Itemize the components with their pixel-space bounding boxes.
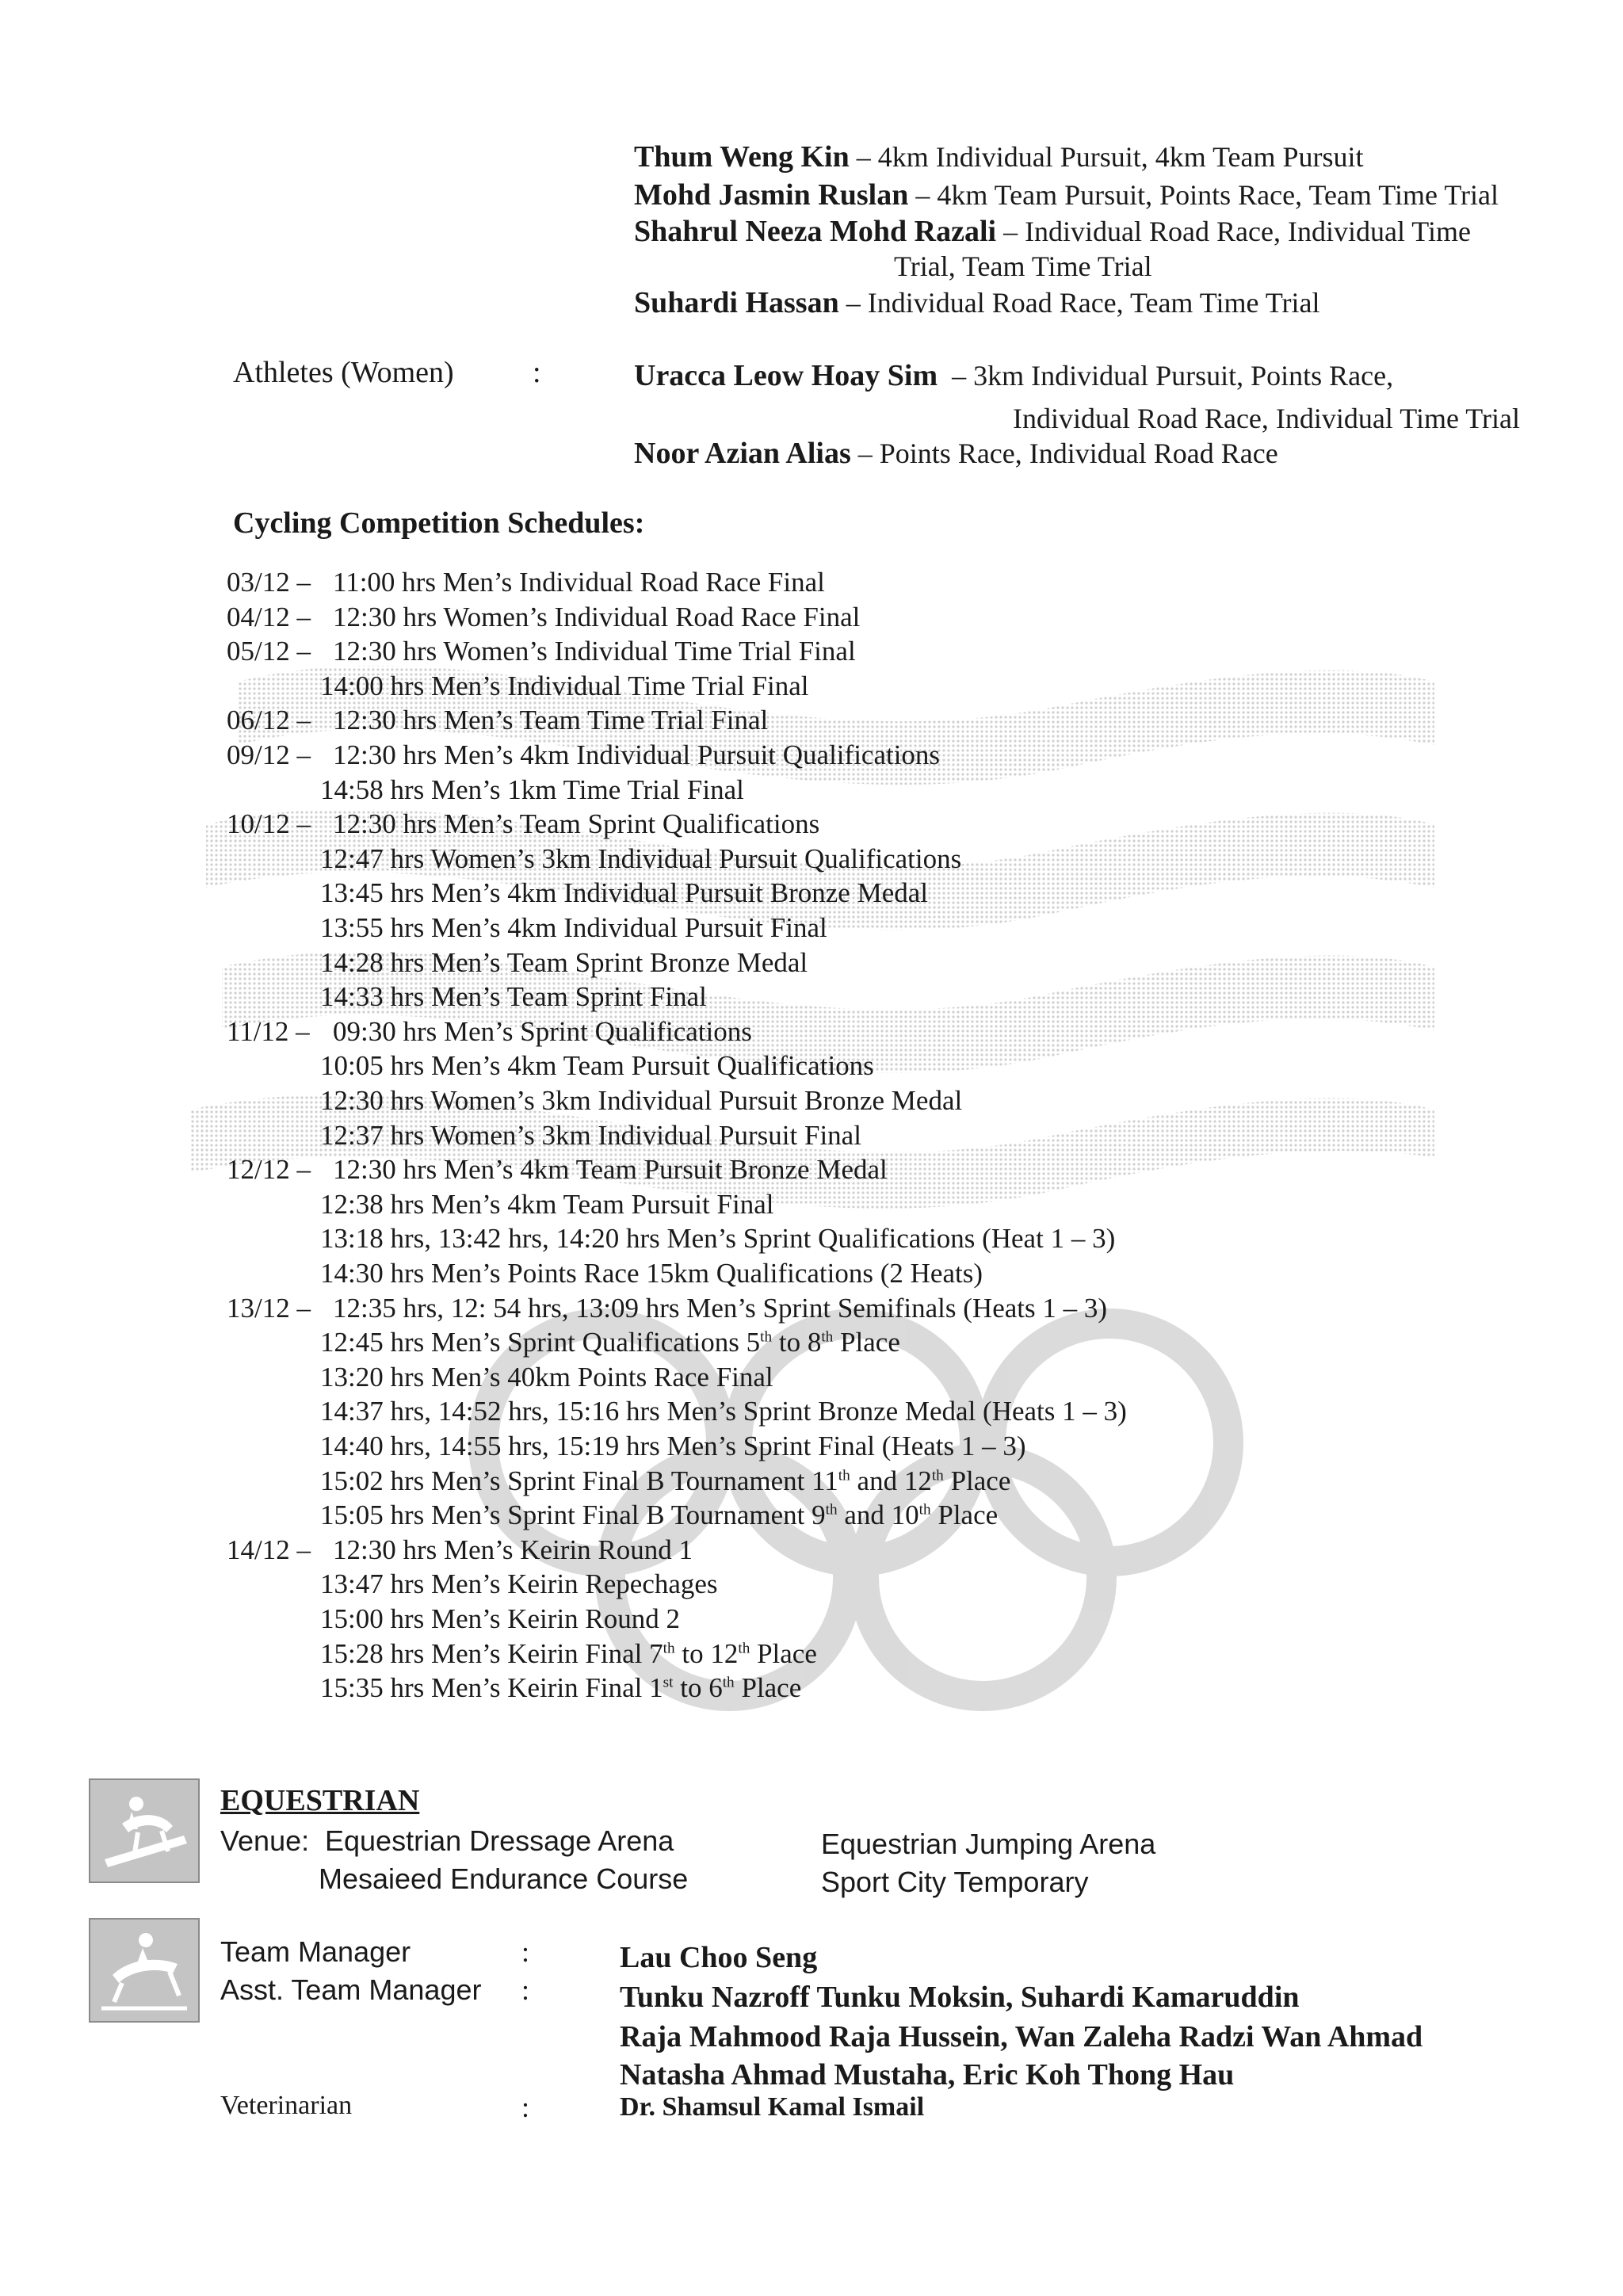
- separator: –: [856, 141, 878, 173]
- ordinal-suffix: th: [663, 1639, 675, 1656]
- asst-manager-names: Raja Mahmood Raja Hussein, Wan Zaleha Radzi Wan Ahmad: [620, 2020, 1423, 2053]
- schedule-row: [227, 1257, 983, 1290]
- schedule-event: 12:30 hrs Women’s Individual Road Race Final: [333, 601, 861, 632]
- ordinal-suffix: th: [738, 1639, 750, 1656]
- schedule-row: [227, 877, 928, 910]
- schedule-event: 15:02 hrs Men’s Sprint Final B Tournament 11: [320, 1465, 838, 1496]
- schedule-event: 15:28 hrs Men’s Keirin Final 7: [320, 1637, 663, 1669]
- asst-manager-names: Tunku Nazroff Tunku Moksin, Suhardi Kamaruddin: [620, 1981, 1300, 2014]
- schedule-event: 12:47 hrs Women’s 3km Individual Pursuit Qualifications: [320, 842, 962, 874]
- schedule-title: Cycling Competition Schedules:: [233, 506, 645, 540]
- schedule-event: 12:30 hrs Men’s 4km Individual Pursuit Qualifications: [333, 739, 941, 770]
- schedule-event: 13:55 hrs Men’s 4km Individual Pursuit Final: [320, 912, 827, 943]
- schedule-event: 15:35 hrs Men’s Keirin Final 1: [320, 1672, 663, 1704]
- schedule-date: 10/12 –: [227, 808, 311, 840]
- schedule-event-mid: and 10: [837, 1499, 919, 1531]
- venue-jumping: Equestrian Jumping Arena: [821, 1828, 1156, 1860]
- schedule-row: [227, 808, 819, 841]
- schedule-event: 11:00 hrs Men’s Individual Road Race Final: [333, 567, 825, 598]
- schedule-row: [227, 774, 744, 807]
- athlete-events: Points Race, Individual Road Race: [879, 437, 1278, 469]
- schedule-row: [227, 704, 768, 737]
- schedule-event: 13:18 hrs, 13:42 hrs, 14:20 hrs Men’s Sprint Qualifications (Heat 1 – 3): [320, 1223, 1116, 1255]
- schedule-event-tail: Place: [943, 1465, 1011, 1496]
- schedule-event-mid: to 6: [673, 1672, 723, 1704]
- schedule-event: 12:30 hrs Women’s 3km Individual Pursuit Bronze Medal: [320, 1085, 963, 1116]
- athlete-events: Individual Road Race, Individual Time: [1025, 216, 1472, 247]
- schedule-row: [227, 566, 825, 599]
- schedule-event: 13:47 hrs Men’s Keirin Repechages: [320, 1568, 718, 1600]
- separator: –: [846, 287, 868, 319]
- athlete-entry: [634, 139, 1364, 174]
- schedule-row: [227, 1499, 998, 1532]
- schedule-event: 14:58 hrs Men’s 1km Time Trial Final: [320, 774, 744, 805]
- label-colon: :: [521, 1974, 530, 2006]
- schedule-event: 12:35 hrs, 12: 54 hrs, 13:09 hrs Men’s Sprint Semifinals (Heats 1 – 3): [333, 1292, 1108, 1324]
- schedule-event-mid: to 8: [772, 1327, 822, 1358]
- equestrian-title: EQUESTRIAN: [220, 1784, 420, 1817]
- schedule-event: 15:05 hrs Men’s Sprint Final B Tournament 9: [320, 1499, 826, 1531]
- schedule-event: 12:30 hrs Men’s Team Sprint Qualifications: [333, 808, 820, 840]
- schedule-row: [227, 1049, 874, 1083]
- ordinal-suffix: th: [825, 1501, 838, 1519]
- separator: –: [857, 437, 880, 469]
- schedule-event: 12:38 hrs Men’s 4km Team Pursuit Final: [320, 1188, 774, 1220]
- schedule-event: 12:30 hrs Men’s Team Time Trial Final: [333, 705, 769, 736]
- team-manager-name: Lau Choo Seng: [620, 1941, 818, 1974]
- schedule-event-mid: to 12: [674, 1637, 739, 1669]
- athlete-name: Suhardi Hassan: [634, 286, 839, 319]
- venue-endurance: Mesaieed Endurance Course: [319, 1862, 689, 1895]
- schedule-row: [227, 1084, 962, 1117]
- schedule-row: [227, 1430, 1026, 1463]
- athlete-events-continued: Individual Road Race, Individual Time Trial: [1013, 403, 1520, 434]
- schedule-row: [227, 1153, 888, 1186]
- athlete-name: Shahrul Neeza Mohd Razali: [634, 215, 997, 248]
- schedule-row: [227, 1015, 752, 1049]
- schedule-row: [227, 946, 808, 980]
- schedule-event: 14:30 hrs Men’s Points Race 15km Qualifications (2 Heats): [320, 1258, 983, 1289]
- schedule-row: [227, 1637, 817, 1671]
- schedule-date: 06/12 –: [227, 705, 311, 736]
- athlete-name: Thum Weng Kin: [634, 140, 850, 174]
- schedule-row: [227, 911, 827, 945]
- schedule-event: 12:45 hrs Men’s Sprint Qualifications 5: [320, 1327, 761, 1358]
- schedule-row: [227, 1603, 680, 1636]
- schedule-row: [227, 1465, 1010, 1498]
- ordinal-suffix: th: [918, 1501, 931, 1519]
- schedule-date: 13/12 –: [227, 1292, 311, 1324]
- schedule-event: 13:20 hrs Men’s 40km Points Race Final: [320, 1361, 773, 1392]
- schedule-row: [227, 1671, 801, 1705]
- schedule-date: 12/12 –: [227, 1154, 311, 1186]
- schedule-event: 15:00 hrs Men’s Keirin Round 2: [320, 1603, 681, 1634]
- schedule-event: 14:37 hrs, 14:52 hrs, 15:16 hrs Men’s Sprint Bronze Medal (Heats 1 – 3): [320, 1396, 1127, 1427]
- schedule-row: [227, 980, 707, 1014]
- ordinal-suffix: th: [931, 1466, 944, 1484]
- athlete-events-continued: Trial, Team Time Trial: [894, 250, 1152, 282]
- schedule-row: [227, 635, 856, 668]
- ordinal-suffix: th: [821, 1328, 834, 1346]
- schedule-date: 14/12 –: [227, 1534, 311, 1565]
- schedule-row: [227, 1568, 718, 1601]
- athlete-entry: [634, 178, 1499, 212]
- schedule-date: 03/12 –: [227, 567, 311, 598]
- label-colon: :: [521, 2092, 530, 2123]
- separator: –: [1003, 216, 1025, 247]
- athlete-entry: [634, 214, 1471, 249]
- schedule-event: 14:00 hrs Men’s Individual Time Trial Final: [320, 670, 809, 701]
- athlete-name: Noor Azian Alias: [634, 437, 851, 470]
- venue-label: Venue:: [220, 1824, 310, 1857]
- schedule-event-tail: Place: [930, 1499, 999, 1531]
- schedule-row: [227, 1395, 1127, 1428]
- schedule-event: 10:05 hrs Men’s 4km Team Pursuit Qualifications: [320, 1050, 874, 1082]
- ordinal-suffix: th: [760, 1328, 773, 1346]
- veterinarian-name: Dr. Shamsul Kamal Ismail: [620, 2092, 925, 2122]
- schedule-event: 12:30 hrs Men’s Keirin Round 1: [333, 1534, 693, 1565]
- ordinal-suffix: th: [838, 1466, 850, 1484]
- schedule-date: 11/12 –: [227, 1015, 310, 1047]
- ordinal-suffix: th: [722, 1674, 735, 1691]
- athlete-events: Individual Road Race, Team Time Trial: [867, 287, 1320, 319]
- dressage-rider-icon: [89, 1778, 200, 1883]
- athlete-name: Mohd Jasmin Ruslan: [634, 178, 909, 212]
- label-colon: :: [521, 1936, 530, 1968]
- schedule-date: 09/12 –: [227, 739, 311, 770]
- athlete-events: 4km Individual Pursuit, 4km Team Pursuit: [877, 141, 1364, 173]
- schedule-event: 12:30 hrs Women’s Individual Time Trial Final: [333, 636, 856, 667]
- schedule-row: [227, 1292, 1107, 1325]
- veterinarian-label: Veterinarian: [220, 2091, 353, 2120]
- schedule-row: [227, 842, 961, 876]
- schedule-event-tail: Place: [750, 1637, 817, 1669]
- schedule-row: [227, 1326, 900, 1359]
- schedule-event: 14:40 hrs, 14:55 hrs, 15:19 hrs Men’s Sprint Final (Heats 1 – 3): [320, 1431, 1026, 1461]
- athlete-events: 3km Individual Pursuit, Points Race,: [973, 360, 1394, 392]
- athlete-events: 4km Team Pursuit, Points Race, Team Time Trial: [937, 179, 1499, 211]
- schedule-row: [227, 1188, 773, 1221]
- athlete-name: Uracca Leow Hoay Sim: [634, 359, 938, 392]
- schedule-row: [227, 1361, 773, 1394]
- schedule-event: 13:45 hrs Men’s 4km Individual Pursuit Bronze Medal: [320, 877, 929, 909]
- schedule-row: [227, 601, 860, 634]
- schedule-row: [227, 1119, 861, 1152]
- schedule-row: [227, 739, 940, 772]
- schedule-event-mid: and 12: [850, 1465, 932, 1496]
- schedule-event: 14:28 hrs Men’s Team Sprint Bronze Medal: [320, 946, 808, 978]
- schedule-row: [227, 1222, 1115, 1255]
- schedule-event: 09:30 hrs Men’s Sprint Qualifications: [333, 1015, 752, 1047]
- separator: –: [945, 360, 974, 392]
- team-manager-label: Team Manager: [220, 1935, 411, 1968]
- athlete-entry: [634, 285, 1320, 320]
- athletes-women-label: Athletes (Women): [233, 356, 454, 389]
- schedule-row: [227, 1534, 693, 1567]
- venue-sport-city: Sport City Temporary: [821, 1866, 1089, 1898]
- venue-dressage: Equestrian Dressage Arena: [325, 1824, 674, 1857]
- schedule-date: 05/12 –: [227, 636, 311, 667]
- asst-manager-names: Natasha Ahmad Mustaha, Eric Koh Thong Hau: [620, 2058, 1235, 2092]
- schedule-event-tail: Place: [833, 1327, 900, 1358]
- schedule-event: 14:33 hrs Men’s Team Sprint Final: [320, 981, 707, 1013]
- label-colon: :: [533, 356, 541, 389]
- athlete-entry: [634, 436, 1278, 471]
- schedule-event: 12:37 hrs Women’s 3km Individual Pursuit Final: [320, 1119, 861, 1151]
- schedule-row: [227, 670, 808, 703]
- schedule-date: 04/12 –: [227, 601, 311, 632]
- ordinal-suffix: st: [663, 1674, 674, 1691]
- schedule-event: 12:30 hrs Men’s 4km Team Pursuit Bronze Medal: [333, 1154, 888, 1186]
- show-jumping-icon: [89, 1918, 200, 2023]
- separator: –: [915, 179, 938, 211]
- asst-team-manager-label: Asst. Team Manager: [220, 1973, 482, 2006]
- athlete-entry: [634, 358, 1393, 393]
- schedule-event-tail: Place: [734, 1672, 802, 1704]
